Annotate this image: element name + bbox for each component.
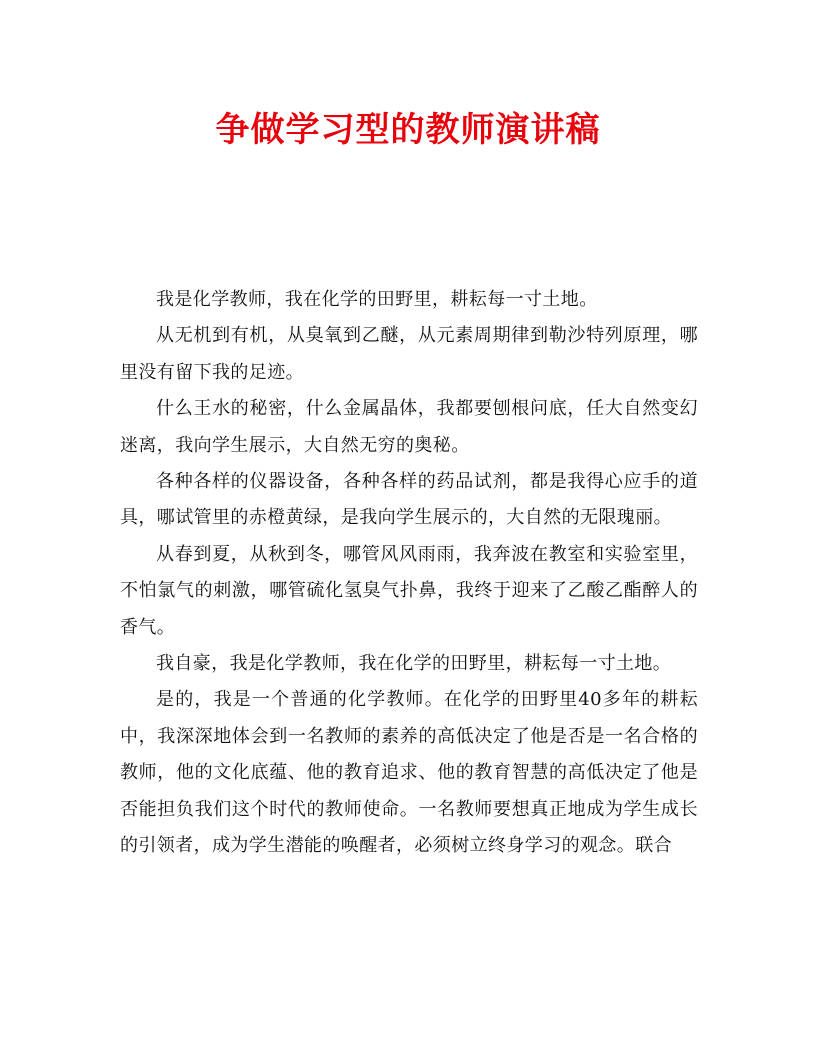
paragraph-4: 各种各样的仪器设备，各种各样的药品试剂，都是我得心应手的道具，哪试管里的赤橙黄绿，是我向学生展示的，大自然的无限瑰丽。 [120,471,698,529]
document-body [120,282,698,865]
paragraph-1: 我是化学教师，我在化学的田野里，耕耘每一寸土地。 [156,289,598,310]
paragraph-2: 从无机到有机，从臭氧到乙醚，从元素周期律到勒沙特列原理，哪里没有留下我的足迹。 [120,325,698,383]
paragraph-6: 我自豪，我是化学教师，我在化学的田野里，耕耘每一寸土地。 [156,653,672,675]
paragraph-7: 是的，我是一个普通的化学教师。在化学的田野里40多年的耕耘中，我深深地体会到一名教师的素养的高低决定了他是否是一名合格的教师，他的文化底蕴、他的教育追求、他的教育智慧的高低决定了他是否能担负我们这个时代的教师使命。一名教师要想真正地成为学生成长的引领者，成为学生潜能的唤醒者，必须树立终身学习的观念。联合 [120,689,698,857]
paragraph-3: 什么王水的秘密，什么金属晶体，我都要刨根问底，任大自然变幻迷离，我向学生展示，大自然无穷的奥秘。 [120,398,698,456]
document-title: 争做学习型的教师演讲稿 [215,110,601,150]
paragraph-5: 从春到夏，从秋到冬，哪管风风雨雨，我奔波在教室和实验室里，不怕氯气的刺激，哪管硫化氢臭气扑鼻，我终于迎来了乙酸乙酯醉人的香气。 [120,543,698,638]
